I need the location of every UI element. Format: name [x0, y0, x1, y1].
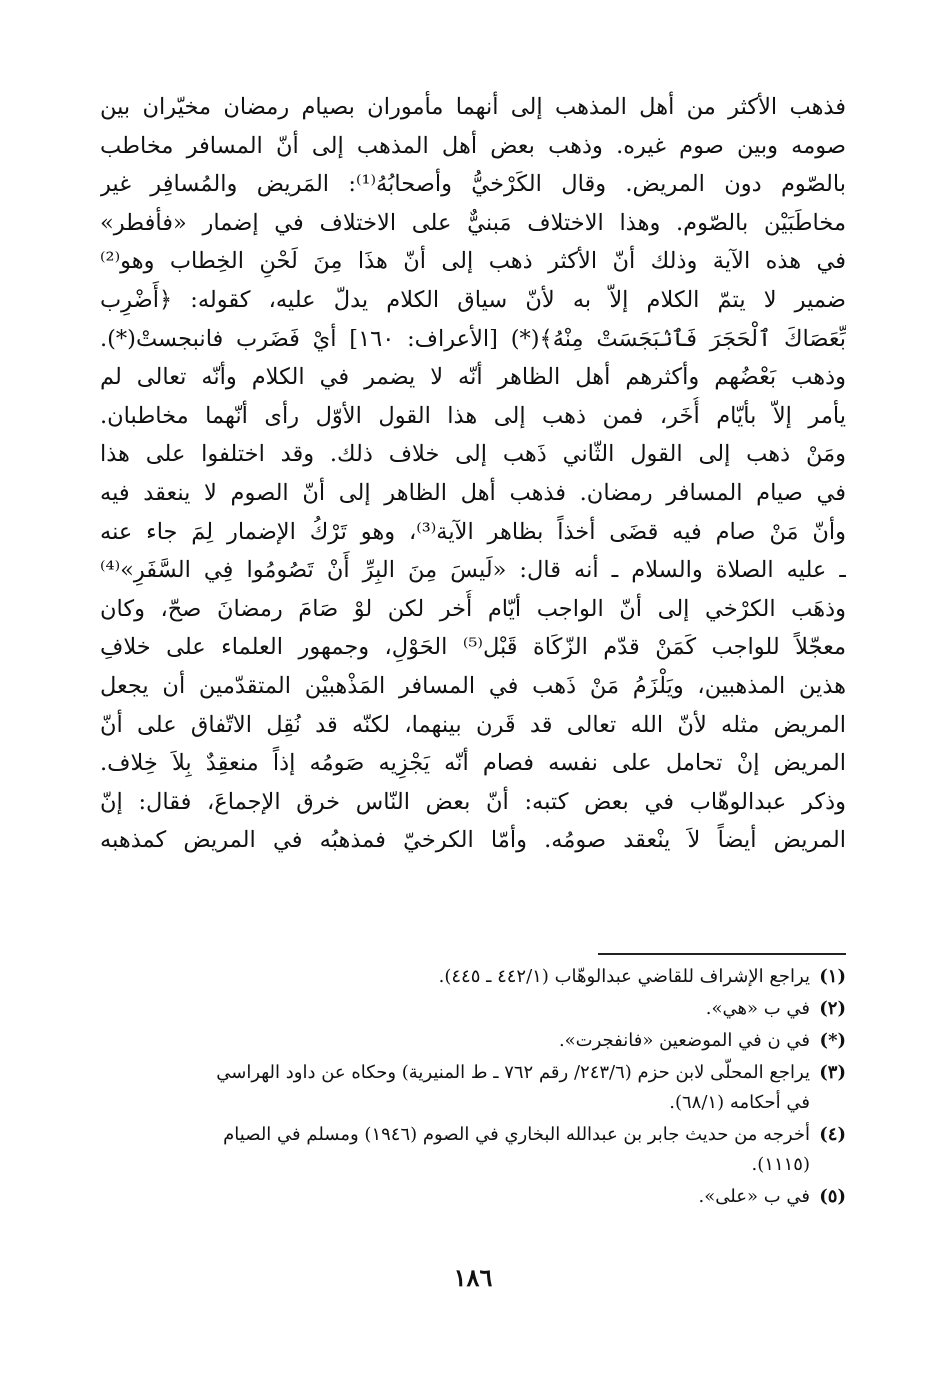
footnote-number: (٥) [819, 1186, 846, 1207]
text-line: في هذه الآية وذلك أنّ الأكثر ذهب إلى أنّ هذَا مِنَ لَحْنِ الخِطاب وهو⁽²⁾ [100, 248, 846, 275]
text-line: صومه وبين صوم غيره. وذهب بعض أهل المذهب إلى أنّ المسافر مخاطب [100, 132, 846, 159]
footnote-line: أخرجه من حديث جابر بن عبدالله البخاري في الصوم (١٩٤٦) ومسلم في الصيام [223, 1124, 810, 1145]
main-text [100, 88, 846, 860]
footnotes [100, 962, 846, 1214]
text-line: هذين المذهبين، ويَلْزَمُ مَنْ ذَهب في المسافر المَذْهبيْن المتقدّمين أن يجعل [100, 672, 846, 699]
footnote-text [100, 994, 810, 1024]
text-line: المريض مثله لأنّ الله تعالى قد قَرن بينهما، لكنّه قد نُقِل الاتّفاق على أنّ [100, 711, 846, 738]
text-line: فذهب الأكثر من أهل المذهب إلى أنهما مأموران بصيام رمضان مخيّران بين [100, 94, 846, 120]
footnote-line: (١١١٥). [751, 1154, 810, 1175]
text-line: يأمر إلاّ بأيّام أُخَر، فمن ذهب إلى هذا القول الأوّل رأى أنّهما مخاطبان. [100, 402, 846, 429]
footnote-line: يراجع الإشراف للقاضي عبدالوهّاب (٤٤٢/١ ـ ٤٤٥). [438, 966, 810, 987]
footnote-line: في ب «هي». [705, 998, 810, 1019]
footnote-number: (١) [819, 966, 846, 987]
text-line: بِّعَصَاكَ ٱلْحَجَرَ فَٱنۢبَجَسَتْ مِنْهُ﴾(*) [الأعراف: ١٦٠] أيْ فَضَرب فانبجستْ(*). [100, 325, 846, 352]
footnote-line: في ب «على». [698, 1186, 810, 1207]
footnote-line: في أحكامه (٦٨/١). [669, 1092, 810, 1113]
footnote [100, 1120, 846, 1180]
footnote [100, 962, 846, 992]
text-line: معجّلاً للواجب كَمَنْ قدّم الزّكَاة قَبْل⁽⁵⁾ الحَوْلِ، وجمهور العلماء على خلافِ [100, 634, 846, 661]
text-line: ـ عليه الصلاة والسلام ـ أنه قال: «لَيسَ مِنَ البِرِّ أَنْ تَصُومُوا فِي السَّفَرِ»⁽⁴⁾ [100, 557, 846, 584]
footnote-text [100, 1026, 810, 1056]
text-line: بالصّوم دون المريض. وقال الكَرْخيُّ وأصحابُهُ⁽¹⁾: المَريض والمُسافِر غير [100, 171, 846, 198]
footnote-number: (٣) [819, 1062, 846, 1083]
footnote-line: يراجع المحلّى لابن حزم (٢٤٣/٦/ رقم ٧٦٢ ـ ط المنيرية) وحكاه عن داود الهراسي [216, 1062, 810, 1083]
footnote-text [100, 1058, 810, 1118]
footnote [100, 1058, 846, 1118]
text-line: وذهب بَعْضُهم وأكثرهم أهل الظاهر أنّه لا يضمر في الكلام وأنّه تعالى لم [100, 364, 846, 391]
text-line: المريض أيضاً لاَ ينْعقد صومُه. وأمّا الكرخيّ فمذهبُه في المريض كمذهبه [100, 827, 846, 854]
footnote-number: (*) [819, 1030, 846, 1051]
footnote-text [100, 1120, 810, 1180]
footnote [100, 994, 846, 1024]
footnote-line: في ن في الموضعين «فانفجرت». [558, 1030, 810, 1051]
text-line: وأنّ مَنْ صام فيه قضَى أخذاً بظاهر الآية⁽³⁾، وهو تَرْكُ الإضمار لِمَ جاء عنه [100, 518, 846, 545]
text-line: وذهَب الكرْخي إلى أنّ الواجب أيّام أُخر لكن لوْ صَامَ رمضانَ صحّ، وكان [100, 595, 846, 622]
text-line: مخاطَبَيْن بالصّوم. وهذا الاختلاف مَبنيٌّ على الاختلاف في إضمار «فأفطر» [100, 209, 846, 236]
page-number: ١٨٦ [453, 1263, 493, 1292]
footnote [100, 1182, 846, 1212]
footnote [100, 1026, 846, 1056]
footnote-number: (٤) [819, 1124, 846, 1145]
footnote-number: (٢) [819, 998, 846, 1019]
text-line: في صيام المسافر رمضان. فذهب أهل الظاهر إلى أنّ الصوم لا ينعقد فيه [100, 479, 846, 506]
footnote-divider [598, 953, 846, 955]
text-line: ضمير لا يتمّ الكلام إلاّ به لأنّ سياق الكلام يدلّ عليه، كقوله: ﴿أَضْرِب [100, 286, 846, 313]
text-line: وذكر عبدالوهّاب في بعض كتبه: أنّ بعض النّاس خرق الإجماعَ، فقال: إنّ [100, 788, 846, 815]
footnote-text [100, 1182, 810, 1212]
text-line: ومَنْ ذهب إلى القول الثّاني ذَهب إلى خلاف ذلك. وقد اختلفوا على هذا [100, 441, 846, 468]
text-line: المريض إنْ تحامل على نفسه فصام أنّه يَجْزِيه صَومُه إذاً منعقِدٌ بِلاَ خِلاف. [100, 750, 846, 777]
footnote-text [100, 962, 810, 992]
